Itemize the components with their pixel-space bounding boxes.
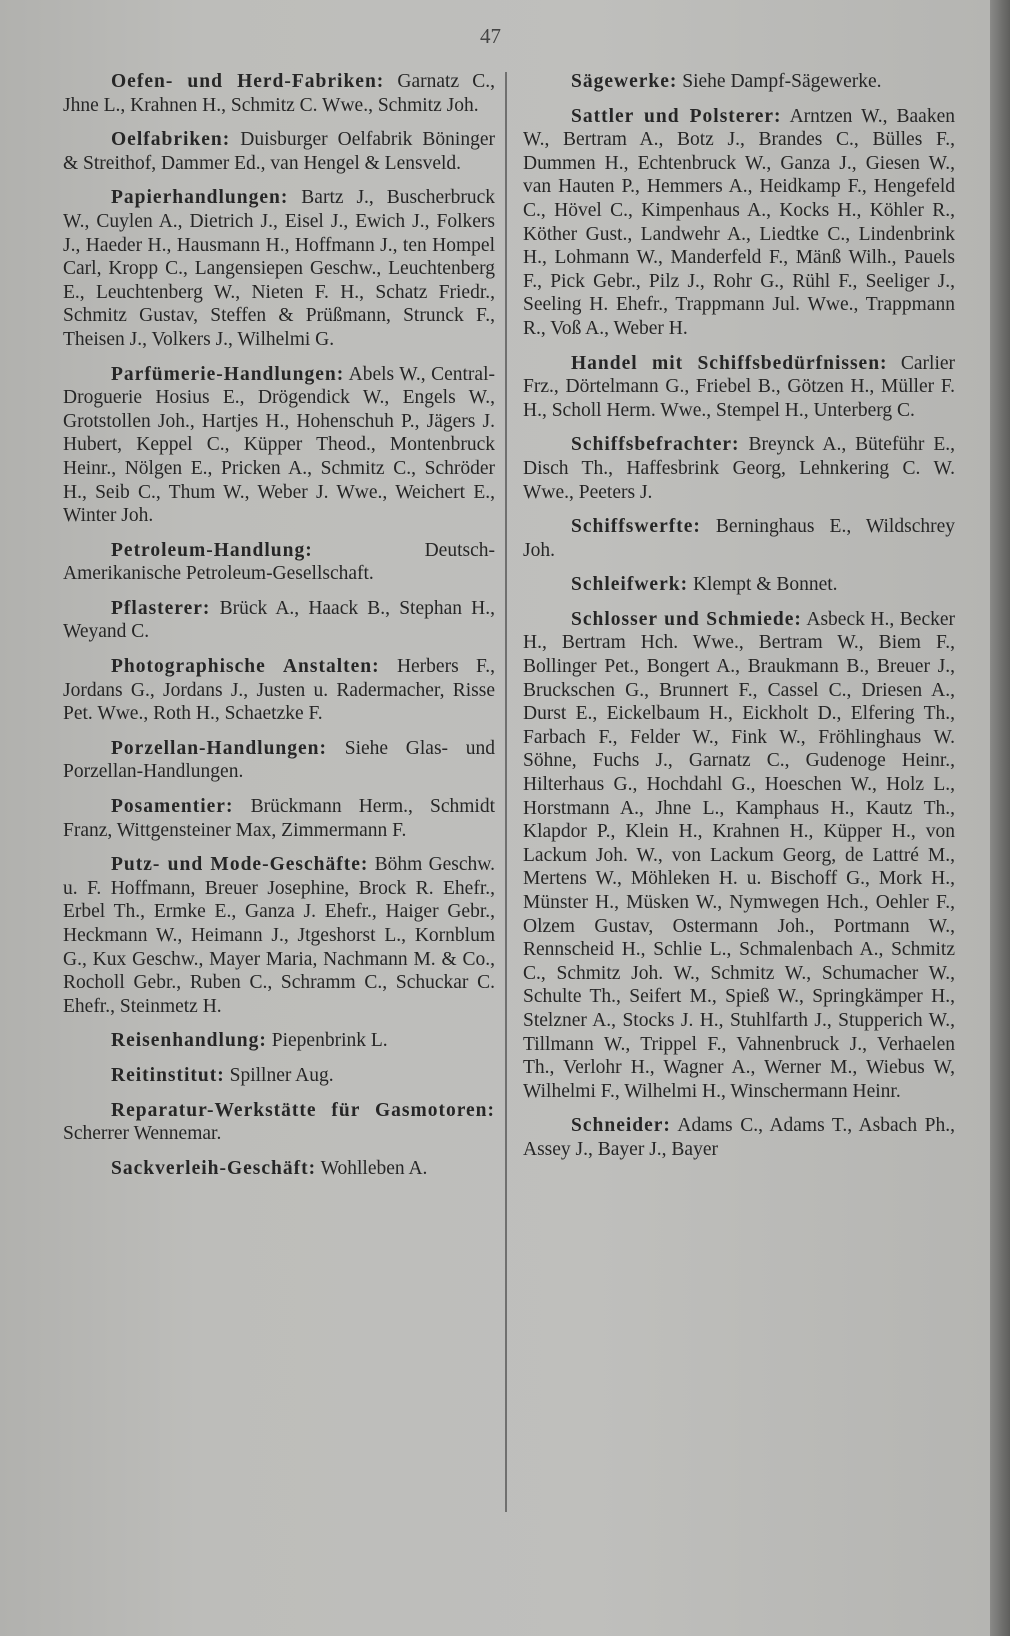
- directory-entry: [63, 1064, 495, 1088]
- directory-entry: [63, 1157, 495, 1181]
- directory-entry: [63, 737, 495, 784]
- directory-entry: [63, 597, 495, 644]
- entry-heading: Reparatur-Werkstätte für Gasmotoren:: [111, 1099, 495, 1121]
- directory-entry: [63, 70, 495, 117]
- entry-heading: Sattler und Polsterer:: [571, 105, 782, 127]
- directory-entry: [63, 128, 495, 175]
- entry-heading: Reisenhandlung:: [111, 1030, 267, 1052]
- directory-entry: [63, 1099, 495, 1146]
- entry-text: Adams C., Adams T., Asbach Ph., Assey J., Bayer J., Bayer: [523, 1115, 955, 1160]
- entry-text: Arntzen W., Baaken W., Bertram A., Botz J., Brandes C., Bülles F., Dummen H., Echtenbruck W., Ganza J., Giesen W., van Hauten P., Hemmers A., Heidkamp F., Hengefeld C., Hövel C., Kimpenhaus A., Kocks H., Köhler R., Köther Gust., Landwehr A., Liedtke C., Lindenbrink H., Lohmann W., Manderfeld F., Mänß Wilh., Pauels F., Pick Gebr., Pilz J., Rohr G., Rühl F., Seeliger J., Seeling H. Ehefr., Trappmann Jul. Wwe., Trappmann R., Voß A., Weber H.: [523, 105, 955, 339]
- directory-entry: [523, 433, 955, 504]
- directory-entry: [63, 795, 495, 842]
- entry-heading: Schiffsbefrachter:: [571, 434, 740, 456]
- directory-entry: [523, 1114, 955, 1161]
- entry-heading: Reitinstitut:: [111, 1064, 225, 1086]
- right-column: [523, 70, 955, 1173]
- entry-heading: Handel mit Schiffsbedürfnissen:: [571, 352, 888, 374]
- entry-text: Klempt & Bonnet.: [692, 574, 838, 596]
- entry-text: Asbeck H., Becker H., Bertram Hch. Wwe., Bertram W., Biem F., Bollinger Pet., Bongert A., Braukmann B., Breuer J., Bruckschen G., Brunnert F., Cassel C., Driesen A., Durst E., Eickelbaum H., Eickholt D., Elfering Th., Farbach F., Felder W., Fink W., Fröhlinghaus W. Söhne, Fuchs J., Garnatz C., Gudenoge Heinr., Hilterhaus G., Hochdahl G., Hoeschen W., Holz L., Horstmann A., Jhne L., Kamphaus H., Kautz Th., Klapdor P., Klein H., Krahnen H., Küpper H., von Lackum Joh. W., von Lackum Georg, de Lattré M., Mertens W., Möhleken H. u. Bischoff G., Mork H., Münster H., Müsken W., Nymwegen Hch., Oehler F., Olzem Gustav, Ostermann Joh., Portmann W., Rennscheid H., Schlie L., Schmalenbach A., Schmitz C., Schmitz Joh. W., Schmitz W., Schumacher W., Schulte Th., Seifert M., Spieß W., Springkämper H., Stelzner A., Stocks J. H., Stuhlfarth J., Stupperich W., Tillmann W., Trippel F., Vahnenbruck J., Verhaelen Th., Verlohr H., Wagner A., Werner M., Wiebus W, Wilhelmi F., Wilhelmi H., Winschermann Heinr.: [523, 608, 955, 1102]
- page-edge-shadow: [990, 0, 1010, 1636]
- directory-entry: [523, 515, 955, 562]
- entry-text: Spillner Aug.: [229, 1064, 334, 1086]
- column-divider: [505, 72, 507, 1512]
- entry-heading: Putz- und Mode-Geschäfte:: [111, 854, 369, 876]
- entry-heading: Petroleum-Handlung:: [111, 539, 313, 561]
- directory-entry: [63, 655, 495, 726]
- entry-text: Abels W., Central-Droguerie Hosius E., Drögendick W., Engels W., Grotstollen Joh., Hartjes H., Hohenschuh P., Jägers J. Hubert, Keppel C., Küpper Theod., Montenbruck Heinr., Nölgen E., Pricken A., Schmitz C., Schröder H., Seib C., Thum W., Weber J. Wwe., Weichert E., Winter Joh.: [63, 363, 495, 527]
- entry-text: Deutsch-Amerikanische Petroleum-Gesellschaft.: [63, 539, 495, 585]
- directory-entry: [63, 1029, 495, 1053]
- entry-heading: Oefen- und Herd-Fabriken:: [111, 71, 385, 92]
- entry-heading: Schiffswerfte:: [571, 516, 701, 538]
- directory-entry: [523, 70, 955, 94]
- directory-entry: [63, 539, 495, 586]
- entry-text: Carlier Frz., Dörtelmann G., Friebel B., Götzen H., Müller F. H., Scholl Herm. Wwe., Stempel H., Unterberg C.: [523, 352, 956, 421]
- entry-text: Berninghaus E., Wildschrey Joh.: [523, 516, 955, 561]
- entry-text: Brückmann Herm., Schmidt Franz, Wittgensteiner Max, Zimmermann F.: [63, 796, 495, 841]
- entry-heading: Oelfabriken:: [111, 129, 231, 151]
- directory-entry: [523, 573, 955, 597]
- entry-text: Scherrer Wennemar.: [63, 1123, 222, 1145]
- entry-text: Breynck A., Büteführ E., Disch Th., Haffesbrink Georg, Lehnkering C. W. Wwe., Peeters J.: [523, 434, 956, 503]
- entry-heading: Papierhandlungen:: [111, 187, 289, 209]
- entry-heading: Sackverleih-Geschäft:: [111, 1157, 317, 1179]
- left-column: [63, 70, 495, 1191]
- entry-heading: Schleifwerk:: [571, 574, 689, 596]
- entry-heading: Porzellan-Handlungen:: [111, 737, 328, 759]
- entry-text: Duisburger Oelfabrik Böninger & Streithof, Dammer Ed., van Hengel & Lensveld.: [63, 129, 495, 174]
- directory-entry: [63, 186, 495, 351]
- entry-heading: Photographische Anstalten:: [111, 656, 380, 678]
- entry-text: Siehe Dampf-Sägewerke.: [682, 71, 882, 92]
- directory-entry: [523, 105, 955, 341]
- entry-heading: Pflasterer:: [111, 597, 211, 619]
- entry-heading: Parfümerie-Handlungen:: [111, 363, 345, 385]
- entry-heading: Sägewerke:: [571, 71, 678, 92]
- entry-text: Piepenbrink L.: [271, 1030, 388, 1052]
- entry-heading: Schneider:: [571, 1115, 671, 1137]
- directory-entry: [63, 853, 495, 1018]
- directory-entry: [523, 352, 955, 423]
- directory-entry: [63, 363, 495, 528]
- entry-text: Herbers F., Jordans G., Jordans J., Justen u. Radermacher, Risse Pet. Wwe., Roth H., Schaetzke F.: [63, 656, 495, 725]
- entry-text: Wohlleben A.: [320, 1157, 428, 1179]
- directory-entry: [523, 608, 955, 1103]
- entry-heading: Schlosser und Schmiede:: [571, 608, 802, 630]
- entry-heading: Posamentier:: [111, 796, 234, 818]
- entry-text: Garnatz C., Jhne L., Krahnen H., Schmitz C. Wwe., Schmitz Joh.: [63, 71, 495, 116]
- entry-text: Böhm Geschw. u. F. Hoffmann, Breuer Josephine, Brock R. Ehefr., Erbel Th., Ermke E., Ganza J. Ehefr., Haiger Gebr., Heckmann W., Heimann J., Jtgeshorst L., Kornblum G., Kux Geschw., Mayer Maria, Nachmann M. & Co., Rocholl Gebr., Ruben C., Schramm C., Schuckar C. Ehefr., Steinmetz H.: [63, 854, 495, 1017]
- entry-text: Brück A., Haack B., Stephan H., Weyand C.: [63, 597, 496, 643]
- page-number: 47: [480, 24, 501, 48]
- entry-text: Siehe Glas- und Porzellan-Handlungen.: [63, 737, 496, 783]
- entry-text: Bartz J., Buscherbruck W., Cuylen A., Dietrich J., Eisel J., Ewich J., Folkers J., Haeder H., Hausmann H., Hoffmann J., ten Hompel Carl, Kropp C., Langensiepen Geschw., Leuchtenberg E., Leuchtenberg W., Nieten F. H., Schatz Friedr., Schmitz Gustav, Steffen & Prüßmann, Strunck F., Theisen J., Volkers J., Wilhelmi G.: [63, 187, 495, 350]
